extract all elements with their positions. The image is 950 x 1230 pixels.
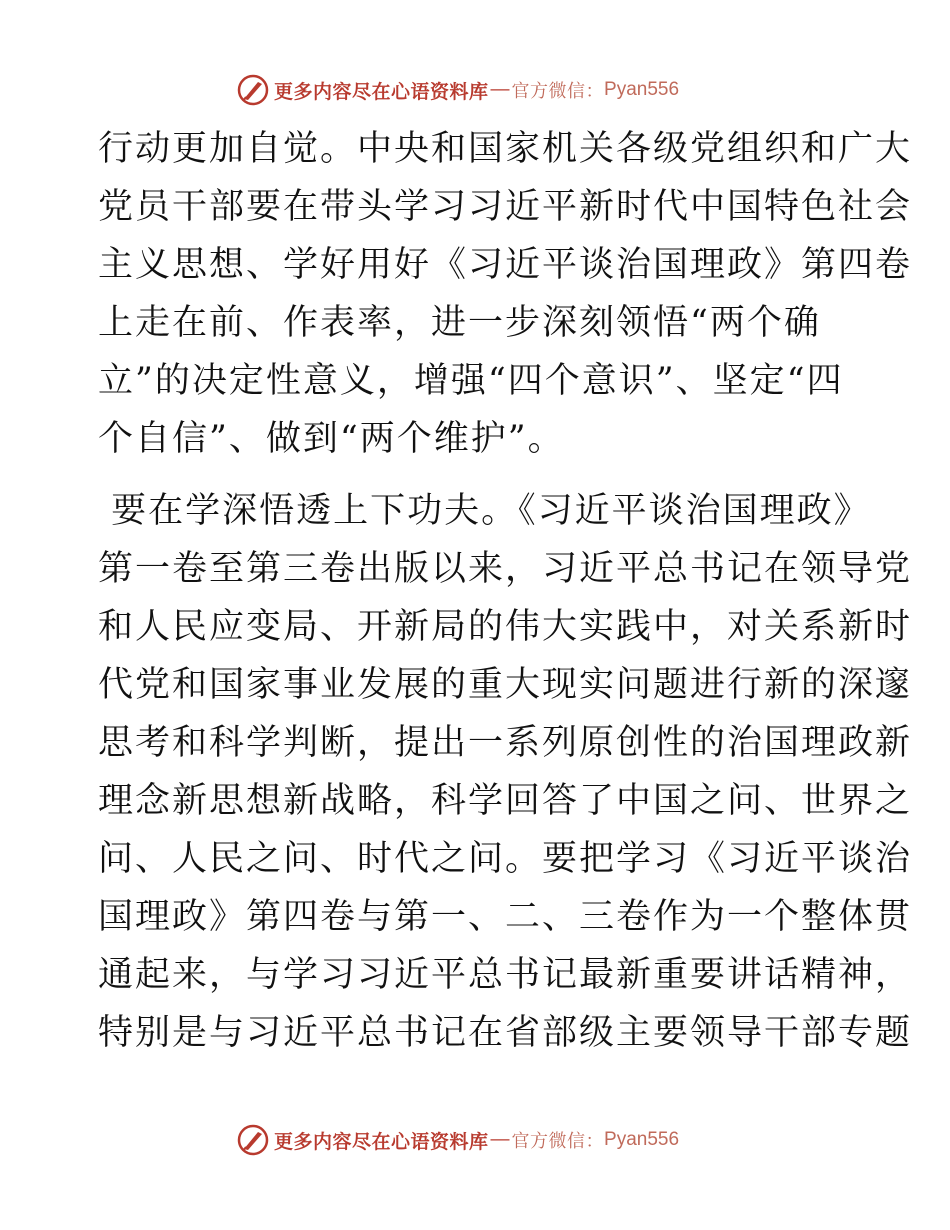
footer-wechat-id: Pyan556 bbox=[604, 1129, 680, 1150]
header-banner bbox=[236, 70, 679, 110]
header-wechat-label: 官方微信： bbox=[511, 81, 605, 102]
footer-banner-separator: — bbox=[490, 1129, 510, 1150]
text-line: 行动更加自觉。中央和国家机关各级党组织和广大 bbox=[98, 129, 913, 169]
text-line: 国理政》第四卷与第一、二、三卷作为一个整体贯 bbox=[98, 897, 913, 937]
text-line: 党员干部要在带头学习习近平新时代中国特色社会 bbox=[98, 187, 913, 227]
footer-banner bbox=[236, 1120, 679, 1160]
text-line: 主义思想、学好用好《习近平谈治国理政》第四卷 bbox=[98, 245, 913, 285]
text-line: 特别是与习近平总书记在省部级主要领导干部专题 bbox=[98, 1013, 913, 1053]
header-wechat-id: Pyan556 bbox=[604, 79, 680, 100]
footer-wechat-label: 官方微信： bbox=[511, 1131, 605, 1152]
paragraph-gap bbox=[98, 468, 858, 482]
text-line: 通起来，与学习习近平总书记最新重要讲话精神， bbox=[98, 955, 913, 995]
text-line: 要在学深悟透上下功夫。《习近平谈治国理政》 bbox=[98, 491, 871, 531]
footer-banner-text: 更多内容尽在心语资料库 bbox=[274, 1130, 489, 1153]
paragraph-2 bbox=[98, 482, 913, 1062]
quill-logo-icon bbox=[236, 1123, 270, 1157]
text-line: 个自信”、做到“两个维护”。 bbox=[98, 419, 565, 459]
document-body bbox=[98, 120, 913, 1062]
text-line: 上走在前、作表率，进一步深刻领悟“两个确 bbox=[98, 303, 821, 343]
text-line: 问、人民之问、时代之问。要把学习《习近平谈治 bbox=[98, 839, 913, 879]
paragraph-1 bbox=[98, 120, 913, 468]
text-line: 和人民应变局、开新局的伟大实践中，对关系新时 bbox=[98, 607, 913, 647]
text-line: 立”的决定性意义，增强“四个意识”、坚定“四 bbox=[98, 361, 844, 401]
text-line: 第一卷至第三卷出版以来，习近平总书记在领导党 bbox=[98, 549, 913, 589]
quill-logo-icon bbox=[236, 73, 270, 107]
text-line: 思考和科学判断，提出一系列原创性的治国理政新 bbox=[98, 723, 913, 763]
header-banner-text: 更多内容尽在心语资料库 bbox=[274, 80, 489, 103]
text-line: 理念新思想新战略，科学回答了中国之问、世界之 bbox=[98, 781, 913, 821]
header-banner-separator: — bbox=[490, 79, 510, 100]
text-line: 代党和国家事业发展的重大现实问题进行新的深邃 bbox=[98, 665, 913, 705]
